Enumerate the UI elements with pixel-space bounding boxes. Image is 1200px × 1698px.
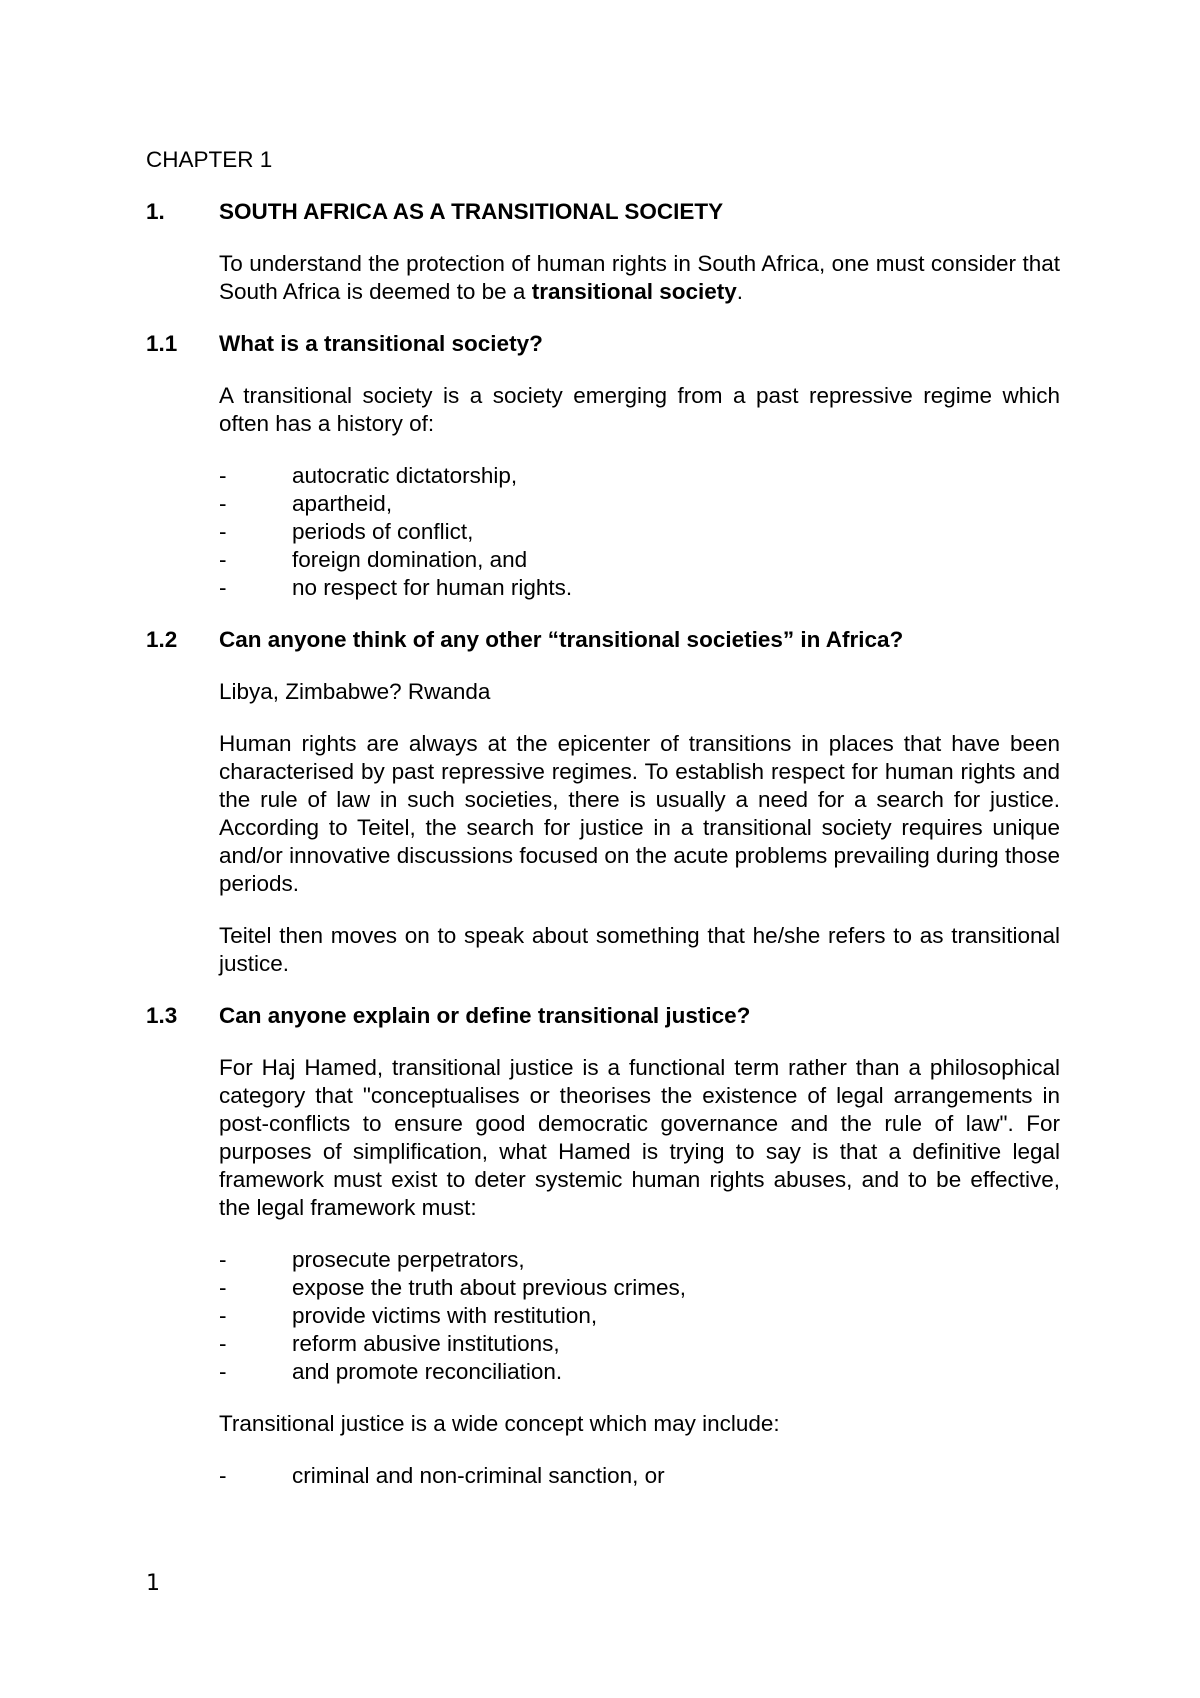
list-dash: -: [219, 519, 227, 544]
section-1-2-paragraph-1: Human rights are always at the epicenter of transitions in places that have been characterised by past repressive regimes. To establish respect for human rights and the rule of law in such societies, there is usually a need for a search for justice. According to Teitel, the search for justice in a transitional society requires unique and/or innovative discussions focused on the acute problems prevailing during those periods.: [219, 731, 1060, 896]
list-item: [219, 490, 1060, 518]
section-number: 1.3: [146, 1003, 178, 1028]
list-item: [219, 1330, 1060, 1358]
section-1-1-heading: [146, 330, 1060, 358]
list-item-text: provide victims with restitution,: [292, 1303, 598, 1328]
list-dash: -: [219, 575, 227, 600]
section-1-3-paragraph-2: Transitional justice is a wide concept which may include:: [219, 1411, 780, 1436]
list-item: [219, 462, 1060, 490]
list-dash: -: [219, 1331, 227, 1356]
list-dash: -: [219, 1247, 227, 1272]
section-1-1-paragraph: A transitional society is a society emerging from a past repressive regime which often has a history of:: [219, 383, 1060, 436]
section-number: 1.2: [146, 627, 178, 652]
list-item: [219, 1274, 1060, 1302]
list-item: [219, 1358, 1060, 1386]
list-item-text: periods of conflict,: [292, 519, 474, 544]
list-item-text: foreign domination, and: [292, 547, 528, 572]
section-title: Can anyone explain or define transitional justice?: [219, 1003, 751, 1028]
list-item: [219, 574, 1060, 602]
page-number: 1: [146, 1571, 160, 1596]
section-1-2-answer: Libya, Zimbabwe? Rwanda: [219, 679, 491, 704]
section-title: Can anyone think of any other “transitional societies” in Africa?: [219, 627, 904, 652]
list-item: [219, 1246, 1060, 1274]
list-dash: -: [219, 491, 227, 516]
section-1-paragraph: [219, 250, 1060, 306]
section-1-heading: [146, 198, 1060, 226]
section-title: What is a transitional society?: [219, 331, 543, 356]
list-item-text: expose the truth about previous crimes,: [292, 1275, 686, 1300]
list-item-text: criminal and non-criminal sanction, or: [292, 1463, 665, 1488]
scope-list: [219, 1462, 1060, 1490]
list-item: [219, 518, 1060, 546]
chapter-heading: CHAPTER 1: [146, 147, 273, 172]
list-dash: -: [219, 1275, 227, 1300]
list-item: [219, 1302, 1060, 1330]
list-dash: -: [219, 547, 227, 572]
list-dash: -: [219, 1303, 227, 1328]
paragraph-text-end: .: [736, 279, 744, 304]
section-title: SOUTH AFRICA AS A TRANSITIONAL SOCIETY: [219, 199, 724, 224]
list-item-text: autocratic dictatorship,: [292, 463, 518, 488]
section-1-3-heading: [146, 1002, 1060, 1030]
list-dash: -: [219, 1359, 227, 1384]
bold-term: transitional society: [531, 279, 737, 304]
section-number: 1.: [146, 199, 165, 224]
list-dash: -: [219, 1463, 227, 1488]
section-1-3-paragraph: For Haj Hamed, transitional justice is a functional term rather than a philosophical category that "conceptualises or theorises the existence of legal arrangements in post-conflicts to ensure good democratic governance and the rule of law". For purposes of simplification, what Hamed is trying to say is that a definitive legal framework must exist to deter systemic human rights abuses, and to be effective, the legal framework must:: [219, 1055, 1060, 1220]
list-dash: -: [219, 463, 227, 488]
framework-list: [219, 1246, 1060, 1386]
history-list: [219, 462, 1060, 602]
list-item-text: no respect for human rights.: [292, 575, 573, 600]
list-item-text: reform abusive institutions,: [292, 1331, 560, 1356]
section-1-2-paragraph-2: Teitel then moves on to speak about something that he/she refers to as transitional justice.: [219, 923, 1060, 976]
page-content: [146, 146, 1060, 1514]
list-item-text: apartheid,: [292, 491, 393, 516]
section-number: 1.1: [146, 331, 178, 356]
section-1-2-heading: [146, 626, 1060, 654]
list-item-text: prosecute perpetrators,: [292, 1247, 525, 1272]
list-item-text: and promote reconciliation.: [292, 1359, 563, 1384]
list-item: [219, 546, 1060, 574]
list-item: [219, 1462, 1060, 1490]
paragraph-text: To understand the protection of human rights in South Africa, one must consider that South Africa is deemed to be a: [219, 251, 1060, 304]
